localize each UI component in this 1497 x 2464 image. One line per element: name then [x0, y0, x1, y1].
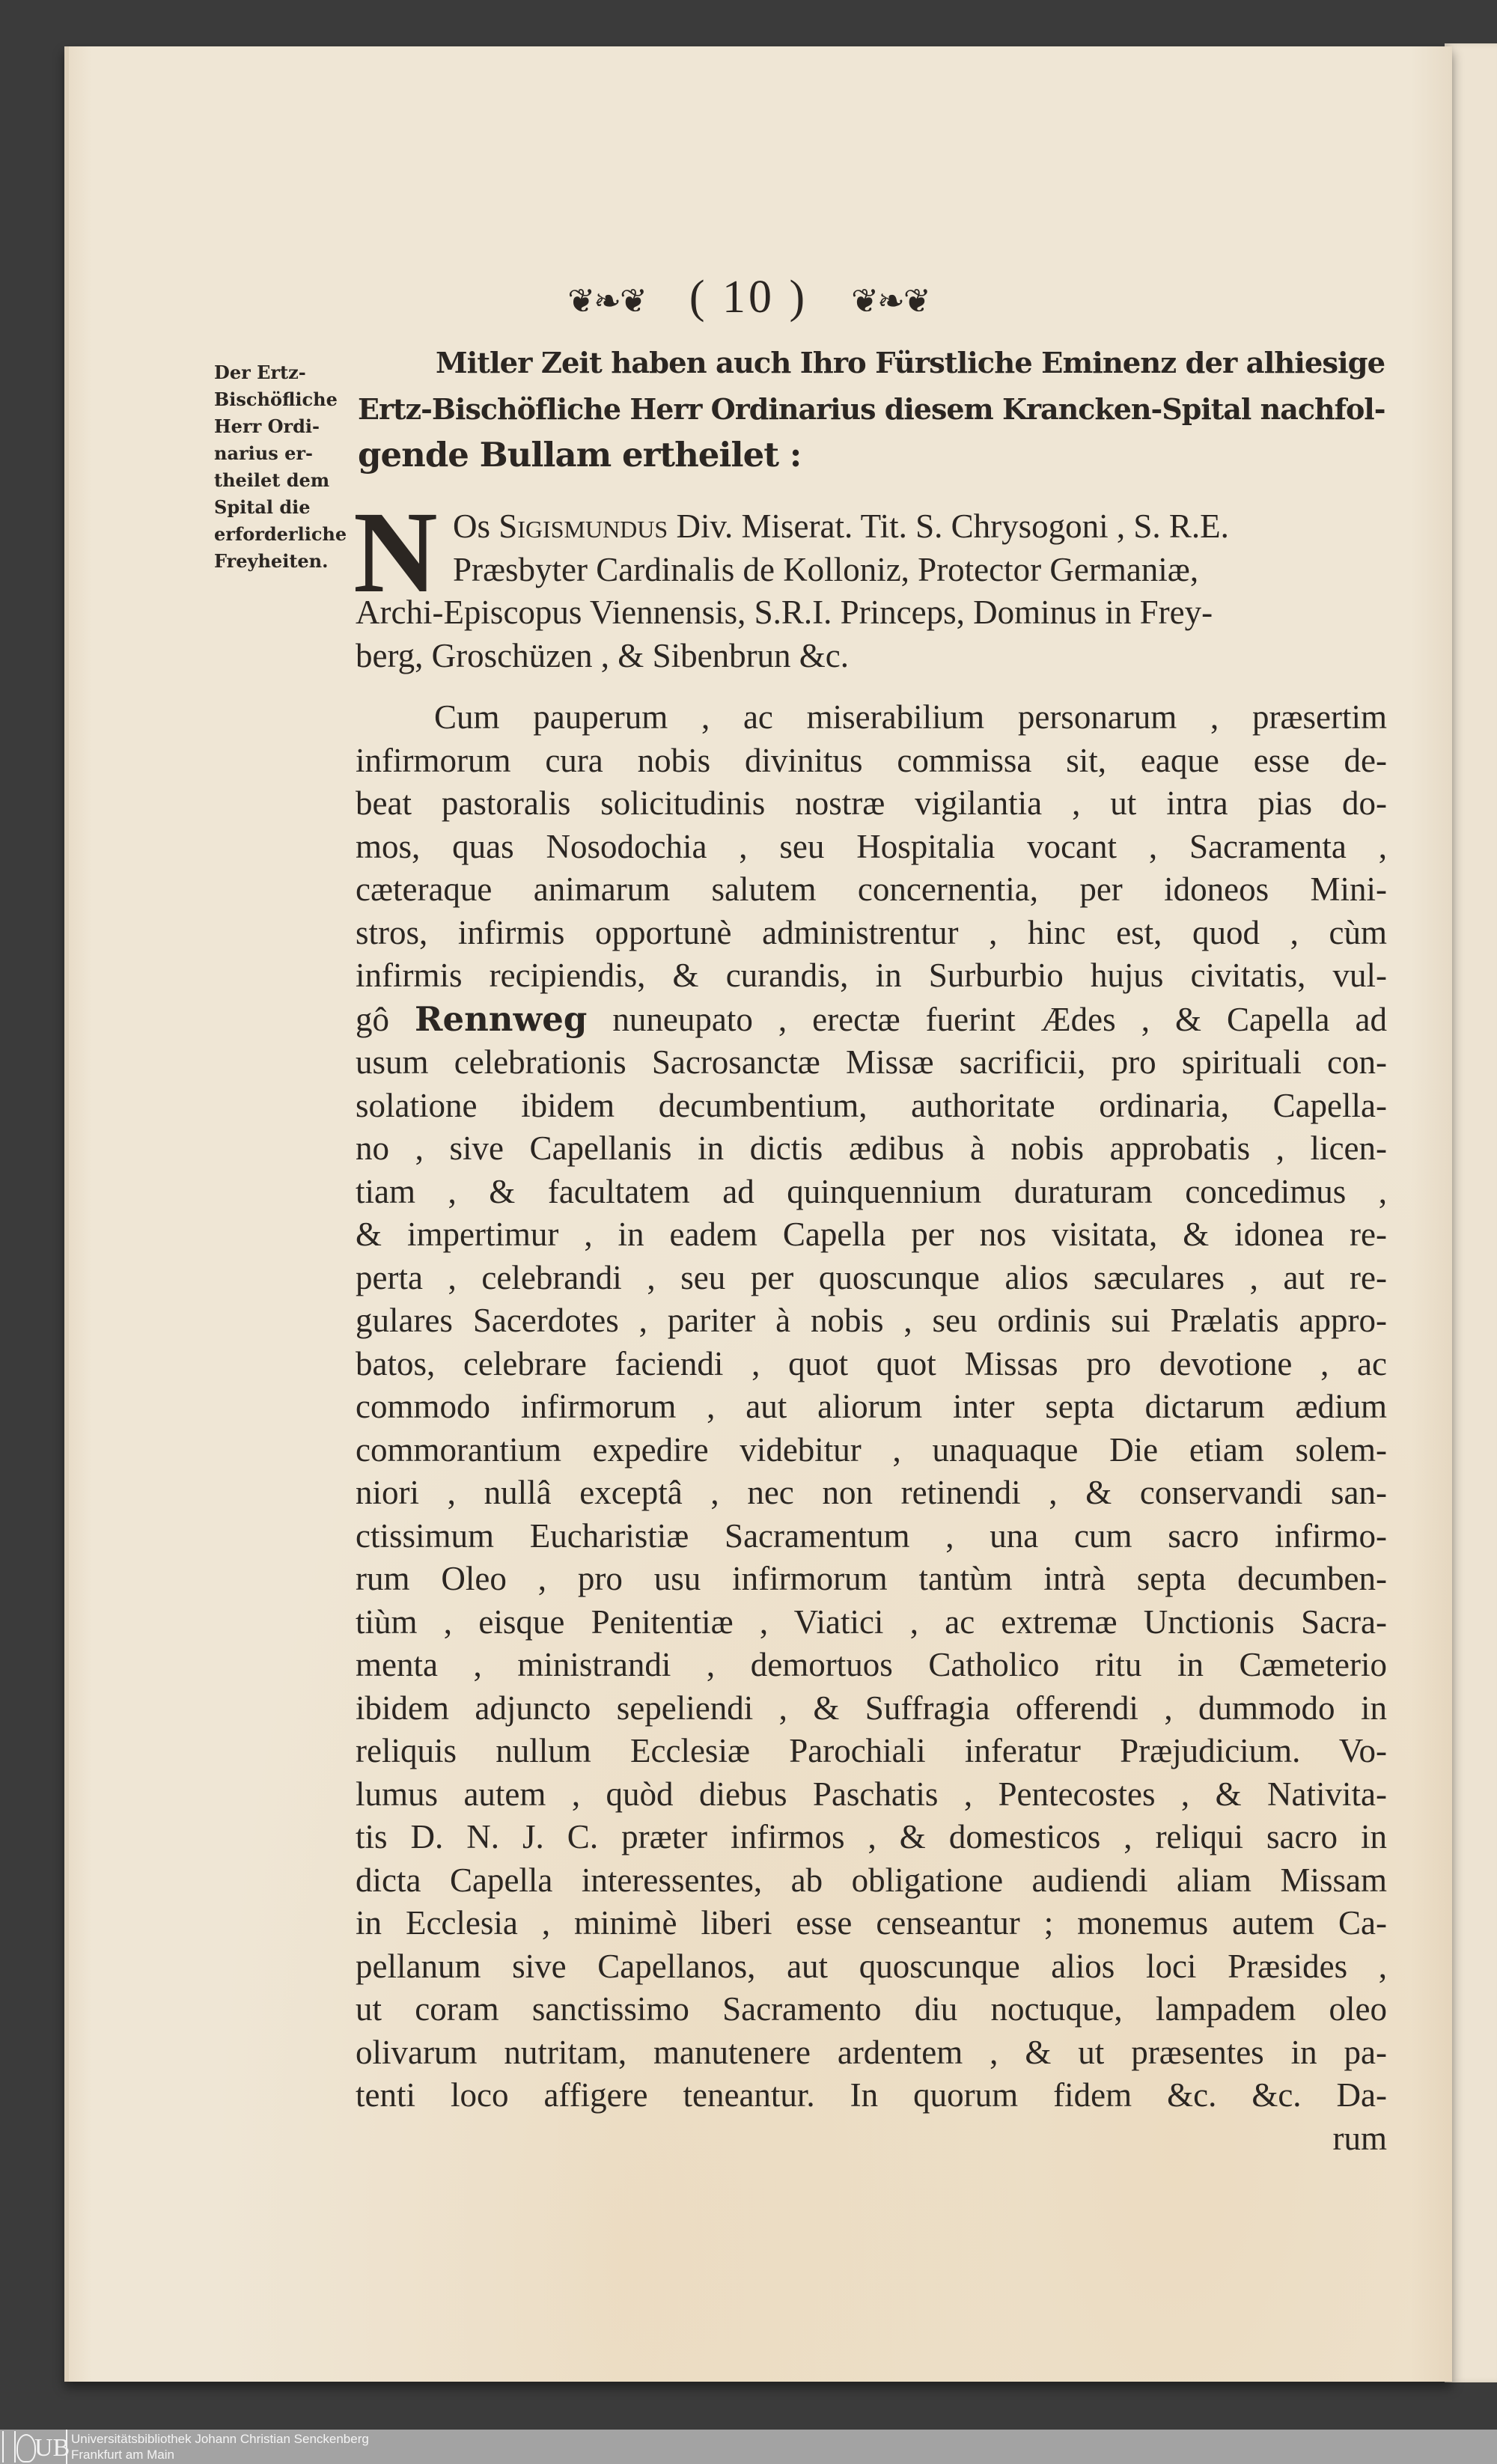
margin-note-line: theilet dem: [214, 469, 330, 491]
margin-note-line: Der Ertz-: [214, 362, 306, 383]
opening-name: Sigismundus: [499, 507, 668, 545]
body-line: ibidem adjuncto sepeliendi , & Suffragia offerendi , dummodo in: [356, 1689, 1387, 1727]
opening-line: Præsbyter Cardinalis de Kolloniz, Protector Germaniæ,: [453, 550, 1199, 588]
body-line: cæteraque animarum salutem concernentia, per idoneos Mini-: [356, 870, 1387, 908]
margin-note-line: narius er-: [214, 442, 313, 464]
bull-opening: [356, 505, 1388, 677]
body-line: reliquis nullum Ecclesiæ Parochiali inferatur Præjudicium. Vo-: [356, 1732, 1387, 1769]
body-line: beat pastoralis solicitudinis nostræ vigilantia , ut intra pias do-: [356, 784, 1387, 822]
body-line: tis D. N. J. C. præter infirmos , & domesticos , reliqui sacro in: [356, 1818, 1387, 1855]
running-head: [0, 271, 1497, 328]
logo-text: UB: [34, 2434, 70, 2462]
ub-logo: [0, 2430, 70, 2464]
ornament-left-icon: ❦❧❦: [567, 282, 646, 320]
footer-text: [71, 2431, 369, 2463]
body-line: commorantium expedire videbitur , unaquaque Die etiam solem-: [356, 1430, 1387, 1469]
body-line: Cum pauperum , ac miserabilium personarum , præsertim: [434, 698, 1387, 736]
body-line: infirmorum cura nobis divinitus commissa sit, eaque esse de-: [356, 741, 1387, 779]
opening-word: Os: [453, 507, 491, 545]
body-line: stros, infirmis opportunè administrentur , hinc est, quod , cùm: [356, 913, 1387, 951]
body-line: ut coram sanctissimo Sacramento diu noctuque, lampadem oleo: [356, 1990, 1387, 2028]
opening-line: berg, Groschüzen , & Sibenbrun &c.: [356, 636, 850, 674]
footer-bar: [0, 2430, 1497, 2464]
opening-line: Archi-Episcopus Viennensis, S.R.I. Princeps, Dominus in Frey-: [356, 594, 1213, 631]
drop-cap: N: [353, 487, 438, 617]
body-text: [356, 696, 1387, 2160]
body-line: olivarum nutritam, manutenere ardentem , & ut præsentes in pa-: [356, 2033, 1387, 2071]
body-line: commodo infirmorum , aut aliorum inter septa dictarum ædium: [356, 1388, 1387, 1425]
body-line: tiùm , eisque Penitentiæ , Viatici , ac extremæ Unctionis Sacra-: [356, 1602, 1387, 1641]
body-line: pellanum sive Capellanos, aut quoscunque alios loci Præsides ,: [356, 1947, 1387, 1985]
catchword: rum: [1332, 2119, 1387, 2157]
margin-note-line: Spital die: [214, 496, 311, 518]
body-line: menta , ministrandi , demortuos Catholico ritu in Cæmeterio: [356, 1646, 1387, 1683]
german-intro-line: gende Bullam ertheilet :: [358, 435, 802, 475]
body-line: rum Oleo , pro usu infirmorum tantùm intrà septa decumben-: [356, 1560, 1387, 1597]
body-word: gô: [356, 1000, 389, 1038]
body-line: [356, 998, 1387, 1042]
page-number: ( 10 ): [689, 272, 808, 323]
body-line: mos, quas Nosodochia , seu Hospitalia vocant , Sacramenta ,: [356, 827, 1387, 865]
body-line: lumus autem , quòd diebus Paschatis , Pentecostes , & Nativita-: [356, 1775, 1387, 1813]
body-line: tiam , & facultatem ad quinquennium duraturam concedimus ,: [356, 1172, 1387, 1210]
body-line: niori , nullâ exceptâ , nec non retinendi , & conservandi san-: [356, 1474, 1387, 1511]
place-name-rennweg: Rennweg: [415, 998, 588, 1039]
institution-city: Frankfurt am Main: [71, 2448, 174, 2462]
facing-page-edge: [1445, 43, 1497, 2382]
body-line: dicta Capella interessentes, ab obligatione audiendi aliam Missam: [356, 1861, 1387, 1899]
margin-note-line: Freyheiten.: [214, 550, 329, 572]
body-line: usum celebrationis Sacrosanctæ Missæ sacrificii, pro spirituali con-: [356, 1043, 1387, 1081]
logo-portrait-icon: [16, 2434, 36, 2463]
institution-name: Universitätsbibliothek Johann Christian Senckenberg: [71, 2432, 369, 2446]
body-line: & impertimur , in eadem Capella per nos visitata, & idonea re-: [356, 1216, 1387, 1253]
body-line: infirmis recipiendis, & curandis, in Surburbio hujus civitatis, vul-: [356, 957, 1387, 994]
body-line: no , sive Capellanis in dictis ædibus à nobis approbatis , licen-: [356, 1129, 1387, 1167]
body-line: solatione ibidem decumbentium, authoritate ordinaria, Capella-: [356, 1086, 1387, 1124]
body-line: in Ecclesia , minimè liberi esse censeantur ; monemus autem Ca-: [356, 1904, 1387, 1942]
opening-line: [356, 505, 1388, 549]
body-line: gulares Sacerdotes , pariter à nobis , seu ordinis sui Prælatis appro-: [356, 1302, 1387, 1339]
margin-note-line: Herr Ordi-: [214, 415, 320, 437]
margin-note: [214, 359, 356, 575]
opening-title: Div. Miserat. Tit. S. Chrysogoni , S. R.E.: [676, 507, 1229, 545]
logo-columns-icon: [2, 2431, 16, 2463]
body-line: batos, celebrare faciendi , quot quot Missas pro devotione , ac: [356, 1344, 1387, 1382]
body-line: perta , celebrandi , seu per quoscunque alios sæculares , aut re-: [356, 1258, 1387, 1296]
ornament-right-icon: ❦❧❦: [851, 282, 930, 320]
body-line: tenti loco affigere teneantur. In quorum fidem &c. &c. Da-: [356, 2076, 1387, 2114]
german-intro-line: Ertz-Bischöfliche Herr Ordinarius diesem Krancken-Spital nachfol-: [358, 392, 1385, 426]
body-words: nuneupato , erectæ fuerint Ædes , & Capella ad: [612, 1000, 1387, 1038]
body-line: ctissimum Eucharistiæ Sacramentum , una cum sacro infirmo-: [356, 1516, 1387, 1555]
margin-note-line: Bischöfliche: [214, 388, 338, 410]
german-intro-line: Mitler Zeit haben auch Ihro Fürstliche Eminenz der alhiesige: [436, 347, 1385, 380]
german-intro: [358, 341, 1385, 478]
margin-note-line: erforderliche: [214, 523, 347, 545]
